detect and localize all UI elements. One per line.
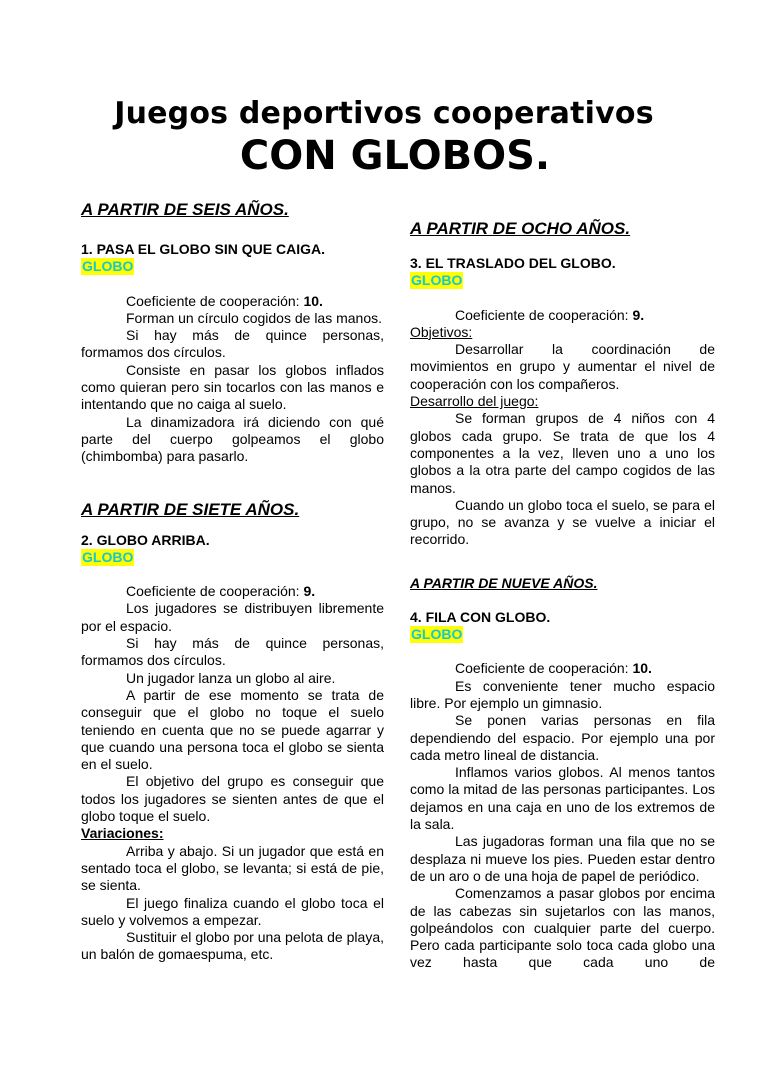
game-3-objectives-label: Objetivos: [410, 323, 473, 340]
game-1-material-tag: GLOBO [82, 258, 134, 275]
game-2-paragraph: Los jugadores se distribuyen libremente por el espacio. [81, 600, 384, 634]
game-1-paragraph: Si hay más de quince personas, formamos dos círculos. [81, 327, 384, 361]
game-4-paragraph: Las jugadoras forman una fila que no se desplaza ni mueve los pies. Pueden estar dentro de un aro o de una hoja de papel de periódico. [410, 833, 715, 884]
game-2-title: 2. GLOBO ARRIBA. [81, 531, 210, 548]
page-subtitle: CON GLOBOS. [239, 133, 551, 179]
game-2-variation: El juego finaliza cuando el globo toca el suelo y volvemos a empezar. [81, 894, 384, 928]
section-heading-eight-years: A PARTIR DE OCHO AÑOS. [410, 219, 631, 238]
game-1-coefficient: Coeficiente de cooperación: 10. [126, 292, 323, 309]
game-2-coefficient: Coeficiente de cooperación: 9. [126, 583, 316, 600]
game-1-paragraph: Consiste en pasar los globos inflados como quieran pero sin tocarlos con las manos e intentando que no caiga al suelo. [81, 361, 384, 413]
game-1-paragraph: La dinamizadora irá diciendo con qué parte del cuerpo golpeamos el globo (chimbomba) para pasarlo. [81, 413, 384, 465]
game-3-paragraph: Cuando un globo toca el suelo, se para el grupo, no se avanza y se vuelve a iniciar el recorrido. [410, 496, 715, 548]
game-3-title: 3. EL TRASLADO DEL GLOBO. [410, 255, 616, 271]
game-2-paragraph: Si hay más de quince personas, formamos dos círculos. [81, 635, 384, 669]
game-4-paragraph: Inflamos varios globos. Al menos tantos como la mitad de las personas participantes. Los dejamos en una caja en uno de los extremos de la sala. [410, 764, 715, 833]
section-heading-seven-years: A PARTIR DE SIETE AÑOS. [81, 499, 300, 519]
game-4-paragraph: Es conveniente tener mucho espacio libre. Por ejemplo un gimnasio. [410, 677, 715, 711]
game-3-development-label: Desarrollo del juego: [410, 393, 539, 410]
game-3-paragraph: Se forman grupos de 4 niños con 4 globos cada grupo. Se trata de que los 4 componentes a la vez, lleven uno a uno los globos a la otra parte del campo cogidos de las manos. [410, 410, 715, 496]
game-2-variations-label: Variaciones: [81, 825, 164, 842]
game-4-title: 4. FILA CON GLOBO. [410, 608, 551, 625]
game-3-coefficient: Coeficiente de cooperación: 9. [455, 306, 645, 323]
game-4-paragraph: Comenzamos a pasar globos por encima de las cabezas sin sujetarlos con las manos, golpeándolos con cualquier parte del cuerpo. Pero cada participante solo toca cada globo una vez hasta que cada uno de [410, 885, 715, 971]
game-2-variation: Sustituir el globo por una pelota de playa, un balón de gomaespuma, etc. [81, 929, 384, 963]
game-2-paragraph: A partir de ese momento se trata de conseguir que el globo no toque el suelo teniendo en cuenta que no se puede agarrar y que cuando una persona toca el globo se sienta en el suelo. [81, 686, 384, 773]
game-2-paragraph: Un jugador lanza un globo al aire. [126, 669, 336, 686]
game-2-material-tag: GLOBO [82, 548, 134, 565]
page-title: Juegos deportivos cooperativos [114, 96, 654, 131]
game-4-paragraph: Se ponen varias personas en fila dependiendo del espacio. Por ejemplo una por cada metro lineal de distancia. [410, 712, 715, 763]
right-column [410, 219, 715, 972]
game-3-material-tag: GLOBO [411, 272, 463, 289]
game-2-paragraph: El objetivo del grupo es conseguir que todos los jugadores se sienten antes de que el globo toque el suelo. [81, 773, 384, 825]
section-heading-nine-years: A PARTIR DE NUEVE AÑOS. [410, 574, 598, 591]
left-column [81, 200, 384, 964]
game-1-title: 1. PASA EL GLOBO SIN QUE CAIGA. [81, 241, 325, 257]
game-4-material-tag: GLOBO [411, 626, 463, 643]
section-heading-six-years: A PARTIR DE SEIS AÑOS. [81, 200, 289, 219]
game-4-coefficient: Coeficiente de cooperación: 10. [455, 660, 652, 677]
game-3-objectives: Desarrollar la coordinación de movimientos en grupo y aumentar el nivel de cooperación con los compañeros. [410, 341, 715, 392]
game-1-paragraph: Forman un círculo cogidos de las manos. [126, 309, 383, 326]
game-2-variation: Arriba y abajo. Si un jugador que está en sentado toca el globo, se levanta; si está de pie, se sienta. [81, 842, 384, 894]
